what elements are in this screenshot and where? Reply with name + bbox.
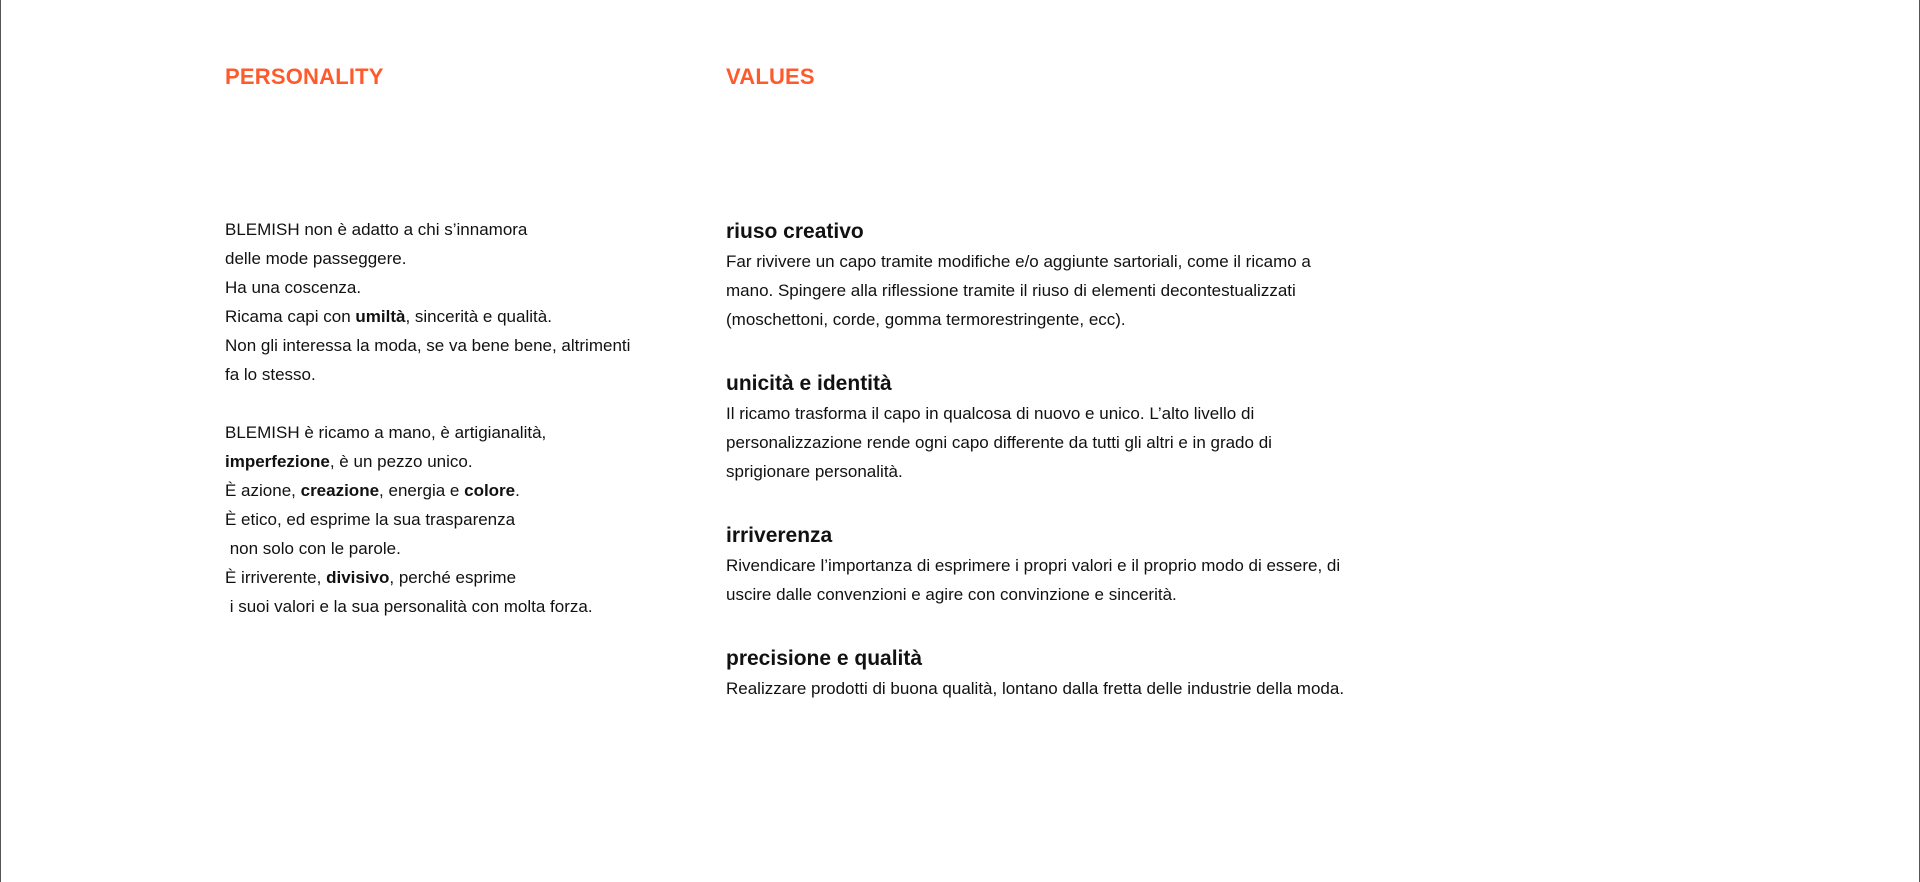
value-description-line: Far rivivere un capo tramite modifiche e/o aggiunte sartoriali, come il ricamo a	[726, 252, 1311, 271]
text-segment: È etico, ed esprime la sua trasparenza	[225, 510, 516, 529]
value-description-line: Il ricamo trasforma il capo in qualcosa di nuovo e unico. L’alto livello di	[726, 404, 1255, 423]
value-heading: precisione e qualità	[726, 647, 923, 670]
text-segment: Non gli interessa la moda, se va bene bene, altrimenti	[225, 336, 631, 355]
personality-line	[225, 302, 630, 331]
text-segment: È azione,	[225, 481, 301, 500]
personality-line	[225, 215, 630, 244]
personality-line	[225, 592, 630, 621]
text-segment: Ha una coscenza.	[225, 278, 362, 297]
value-item	[726, 217, 1486, 334]
text-segment: BLEMISH non è adatto a chi s’innamora	[225, 220, 528, 239]
value-description-line: sprigionare personalità.	[726, 462, 903, 481]
personality-line	[225, 505, 630, 534]
text-segment: i suoi valori e la sua personalità con molta forza.	[225, 597, 593, 616]
personality-line	[225, 360, 630, 389]
text-segment: , perché esprime	[389, 568, 517, 587]
personality-line	[225, 331, 630, 360]
text-segment: È irriverente,	[225, 568, 327, 587]
value-item	[726, 644, 1486, 703]
values-list	[726, 217, 1486, 738]
text-segment: , sincerità e qualità.	[405, 307, 552, 326]
value-item	[726, 521, 1486, 609]
text-segment: non solo con le parole.	[225, 539, 401, 558]
text-segment: , è un pezzo unico.	[329, 452, 473, 471]
personality-text	[225, 215, 630, 621]
text-segment: delle mode passeggere.	[225, 249, 407, 268]
personality-line	[225, 476, 630, 505]
value-description-line: personalizzazione rende ogni capo differente da tutti gli altri e in grado di	[726, 433, 1272, 452]
value-heading: irriverenza	[726, 524, 833, 547]
value-heading: riuso creativo	[726, 220, 864, 243]
text-segment: BLEMISH è ricamo a mano, è artigianalità,	[225, 423, 547, 442]
personality-line	[225, 244, 630, 273]
paragraph-spacer	[225, 389, 630, 418]
personality-line	[225, 447, 630, 476]
value-description-line: Realizzare prodotti di buona qualità, lontano dalla fretta delle industrie della moda.	[726, 679, 1345, 698]
text-segment: fa lo stesso.	[225, 365, 316, 384]
text-segment: .	[515, 481, 520, 500]
value-heading: unicità e identità	[726, 372, 892, 395]
text-segment: Ricama capi con	[225, 307, 356, 326]
emphasis-text: divisivo	[326, 568, 390, 587]
personality-title: PERSONALITY	[225, 64, 384, 89]
value-description-line: (moschettoni, corde, gomma termorestringente, ecc).	[726, 310, 1126, 329]
emphasis-text: imperfezione	[225, 452, 330, 471]
personality-line	[225, 273, 630, 302]
values-title: VALUES	[726, 64, 815, 89]
personality-line	[225, 534, 630, 563]
value-description-line: uscire dalle convenzioni e agire con convinzione e sincerità.	[726, 585, 1177, 604]
personality-line	[225, 418, 630, 447]
emphasis-text: creazione	[300, 481, 380, 500]
text-segment: , energia e	[379, 481, 465, 500]
emphasis-text: colore	[464, 481, 516, 500]
value-description-line: mano. Spingere alla riflessione tramite il riuso di elementi decontestualizzati	[726, 281, 1296, 300]
page-border-left	[0, 0, 1, 882]
value-item	[726, 369, 1486, 486]
value-description-line: Rivendicare l’importanza di esprimere i propri valori e il proprio modo di essere, di	[726, 556, 1341, 575]
emphasis-text: umiltà	[355, 307, 406, 326]
personality-line	[225, 563, 630, 592]
